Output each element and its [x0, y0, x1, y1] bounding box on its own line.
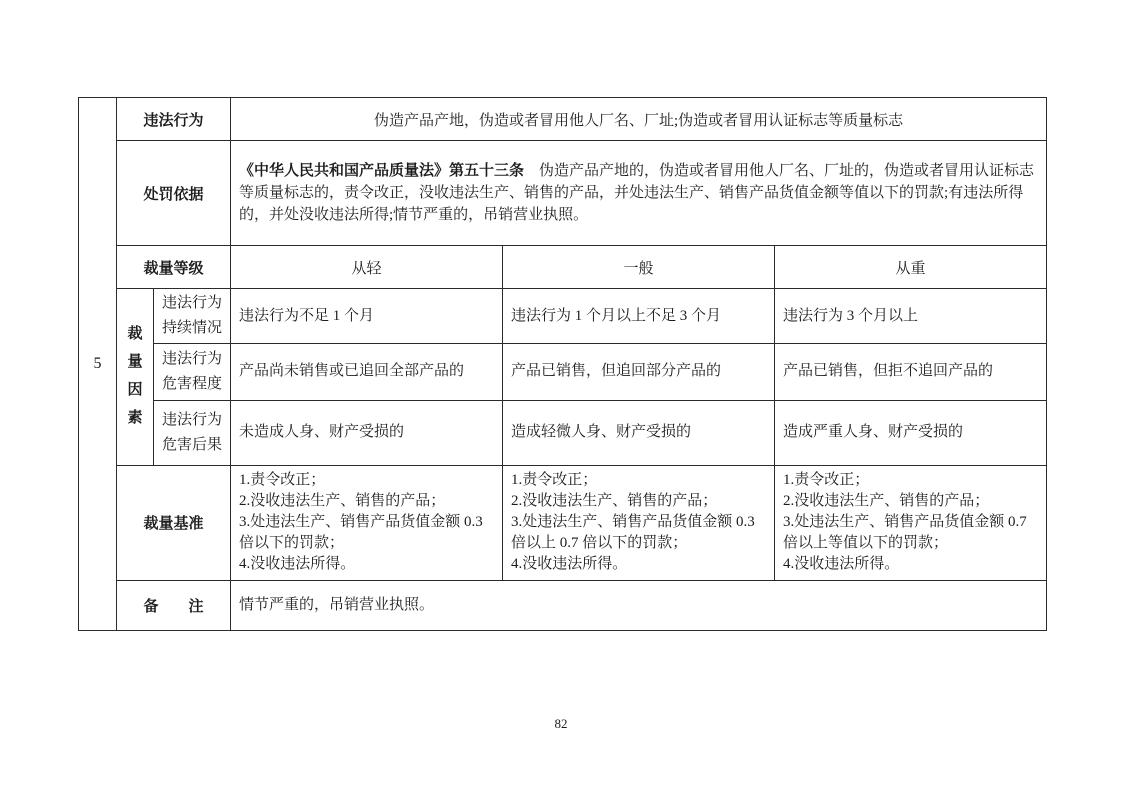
table-row-discretion-level — [79, 246, 1047, 289]
remarks-label-cell — [117, 580, 231, 630]
factor-harm-degree-general: 产品已销售，但追回部分产品的 — [511, 363, 722, 380]
factor-harm-degree-heavy-cell — [775, 343, 1047, 400]
factor-harm-result-label: 违法行为危害后果 — [162, 411, 223, 453]
level-light-header — [231, 246, 503, 289]
benchmark-light-cell — [231, 465, 503, 580]
factor-harm-degree-general-cell — [503, 343, 775, 400]
benchmark-heavy-item-1: 1.责令改正； — [783, 472, 870, 488]
penalty-basis-content-cell — [231, 141, 1047, 246]
discretion-factor-label-cell — [117, 289, 154, 466]
benchmark-light-item-4: 4.没收违法所得。 — [239, 556, 356, 572]
factor-harm-degree-heavy: 产品已销售，但拒不追回产品的 — [783, 363, 994, 380]
factor-duration-light-cell — [231, 289, 503, 344]
benchmark-general-item-3: 3.处违法生产、销售产品货值金额 0.3 倍以上 0.7 倍以下的罚款； — [511, 514, 755, 551]
factor-harm-result-light-cell — [231, 400, 503, 465]
discretion-factor-label: 裁量因素 — [127, 326, 143, 426]
remarks-content-cell — [231, 580, 1047, 630]
level-general-header — [503, 246, 775, 289]
factor-harm-degree-light: 产品尚未销售或已追回全部产品的 — [239, 363, 465, 380]
factor-harm-result-general: 造成轻微人身、财产受损的 — [511, 424, 692, 441]
factor-harm-degree-label-cell — [154, 343, 231, 400]
level-heavy-header — [775, 246, 1047, 289]
factor-harm-degree-light-cell — [231, 343, 503, 400]
table-row-benchmark — [79, 465, 1047, 580]
benchmark-general-cell — [503, 465, 775, 580]
illegal-act-label-cell — [117, 98, 231, 141]
level-light-label: 从轻 — [351, 260, 382, 277]
factor-duration-heavy-cell — [775, 289, 1047, 344]
penalty-basis-label-cell — [117, 141, 231, 246]
page-number: 82 — [554, 716, 568, 731]
benchmark-heavy-item-4: 4.没收违法所得。 — [783, 556, 900, 572]
level-general-label: 一般 — [623, 260, 654, 277]
table-row-factor-duration — [79, 289, 1047, 344]
table-row-remarks — [79, 580, 1047, 630]
table-row-penalty-basis — [79, 141, 1047, 246]
table-row-illegal-act — [79, 98, 1047, 141]
table-row-factor-harm-degree — [79, 343, 1047, 400]
penalty-discretion-table — [78, 97, 1047, 631]
benchmark-heavy-item-3: 3.处违法生产、销售产品货值金额 0.7 倍以上等值以下的罚款； — [783, 514, 1027, 551]
remarks-label: 备 注 — [143, 598, 204, 615]
item-number-cell — [79, 98, 117, 631]
benchmark-light-item-2: 2.没收违法生产、销售的产品； — [239, 493, 446, 509]
benchmark-general-item-2: 2.没收违法生产、销售的产品； — [511, 493, 718, 509]
factor-harm-result-heavy: 造成严重人身、财产受损的 — [783, 424, 964, 441]
factor-duration-general: 违法行为 1 个月以上不足 3 个月 — [511, 307, 722, 324]
benchmark-general-item-4: 4.没收违法所得。 — [511, 556, 628, 572]
table-row-factor-harm-result — [79, 400, 1047, 465]
illegal-act-content: 伪造产品产地，伪造或者冒用他人厂名、厂址;伪造或者冒用认证标志等质量标志 — [373, 112, 904, 129]
penalty-basis-label: 处罚依据 — [143, 186, 204, 203]
benchmark-heavy-item-2: 2.没收违法生产、销售的产品； — [783, 493, 990, 509]
discretion-level-label: 裁量等级 — [143, 260, 204, 277]
factor-duration-label-cell — [154, 289, 231, 344]
factor-harm-result-general-cell — [503, 400, 775, 465]
level-heavy-label: 从重 — [895, 260, 926, 277]
law-provision-text: 伪造产品产地的，伪造或者冒用他人厂名、厂址的，伪造或者冒用认证标志等质量标志的，责令改正，没收违法生产、销售的产品，并处违法生产、销售产品货值金额等值以下的罚款;有违法所得的，并处没收违法所得;情节严重的，吊销营业执照。 — [239, 163, 1035, 223]
factor-harm-result-label-cell — [154, 400, 231, 465]
benchmark-label: 裁量基准 — [143, 516, 204, 532]
illegal-act-label: 违法行为 — [143, 112, 204, 129]
benchmark-general-item-1: 1.责令改正； — [511, 472, 598, 488]
factor-duration-light: 违法行为不足 1 个月 — [239, 307, 375, 324]
illegal-act-content-cell — [231, 98, 1047, 141]
item-number: 5 — [93, 354, 102, 372]
benchmark-light-item-1: 1.责令改正； — [239, 472, 326, 488]
benchmark-heavy-cell — [775, 465, 1047, 580]
factor-harm-result-heavy-cell — [775, 400, 1047, 465]
factor-harm-degree-label: 违法行为危害程度 — [162, 350, 223, 392]
factor-duration-general-cell — [503, 289, 775, 344]
discretion-level-label-cell — [117, 246, 231, 289]
factor-duration-label: 违法行为持续情况 — [162, 295, 223, 336]
remarks-content: 情节严重的，吊销营业执照。 — [239, 596, 435, 613]
benchmark-light-item-3: 3.处违法生产、销售产品货值金额 0.3 倍以下的罚款； — [239, 514, 483, 551]
law-citation: 《中华人民共和国产品质量法》第五十三条 — [239, 163, 525, 179]
factor-duration-heavy: 违法行为 3 个月以上 — [783, 307, 919, 324]
benchmark-label-cell — [117, 465, 231, 580]
factor-harm-result-light: 未造成人身、财产受损的 — [239, 424, 405, 441]
